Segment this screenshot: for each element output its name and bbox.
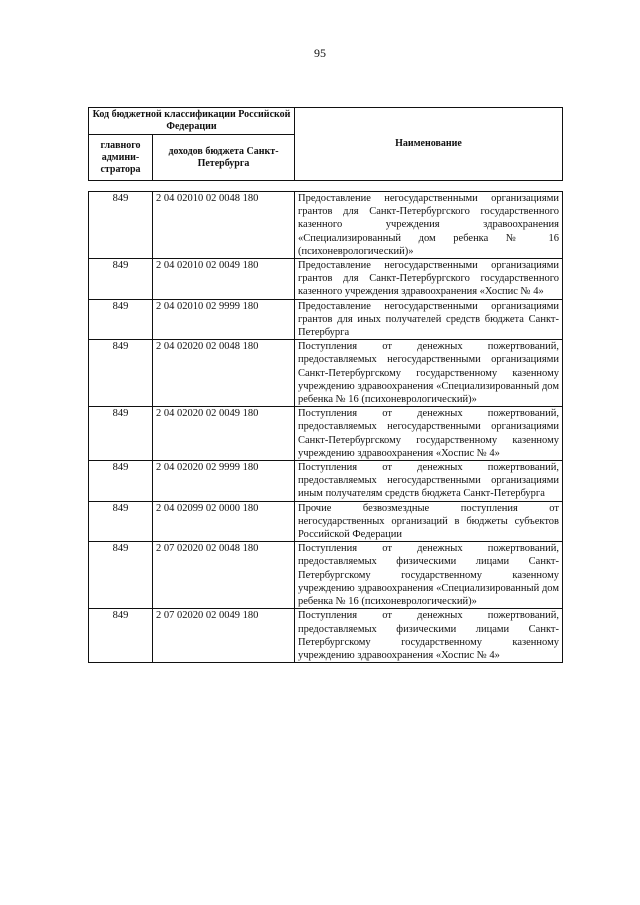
- page-number: 95: [314, 46, 326, 60]
- cell-admin-code: 849: [89, 542, 153, 609]
- table-row: [89, 542, 563, 609]
- cell-income-code: 2 04 02010 02 0049 180: [153, 259, 295, 300]
- table-row: [89, 501, 563, 542]
- table-row: [89, 407, 563, 461]
- table-row: [89, 609, 563, 663]
- cell-name: Поступления от денежных пожертвований, предоставляемых физическими лицами Санкт-Петербургскому государственному казенному учреждению здравоохранения «Специализированный дом ребенка № 16 (психоневрологический)»: [295, 542, 563, 609]
- header-admin: главного админи-стратора: [89, 135, 153, 181]
- table-row: [89, 192, 563, 259]
- cell-income-code: 2 04 02020 02 9999 180: [153, 461, 295, 502]
- cell-admin-code: 849: [89, 609, 153, 663]
- cell-income-code: 2 07 02020 02 0048 180: [153, 542, 295, 609]
- cell-admin-code: 849: [89, 407, 153, 461]
- cell-admin-code: 849: [89, 340, 153, 407]
- cell-name: Предоставление негосударственными организациями грантов для иных получателей средств бюджета Санкт-Петербурга: [295, 299, 563, 340]
- cell-income-code: 2 04 02010 02 0048 180: [153, 192, 295, 259]
- cell-admin-code: 849: [89, 299, 153, 340]
- cell-admin-code: 849: [89, 192, 153, 259]
- cell-name: Предоставление негосударственными организациями грантов для Санкт-Петербургского государственного казенного учреждения здравоохранения «Хоспис № 4»: [295, 259, 563, 300]
- cell-income-code: 2 04 02099 02 0000 180: [153, 501, 295, 542]
- header-gap: [88, 181, 563, 191]
- cell-income-code: 2 04 02020 02 0049 180: [153, 407, 295, 461]
- header-name: Наименование: [295, 108, 563, 181]
- table-row: [89, 461, 563, 502]
- cell-admin-code: 849: [89, 501, 153, 542]
- header-income: доходов бюджета Санкт-Петербурга: [153, 135, 295, 181]
- table-row: [89, 299, 563, 340]
- table-row: [89, 340, 563, 407]
- header-group-title: Код бюджетной классификации Российской Федерации: [89, 108, 295, 135]
- cell-name: Поступления от денежных пожертвований, предоставляемых негосударственными организациями иным получателям средств бюджета Санкт-Петербурга: [295, 461, 563, 502]
- table-row: [89, 259, 563, 300]
- cell-name: Прочие безвозмездные поступления от негосударственных организаций в бюджеты субъектов Российской Федерации: [295, 501, 563, 542]
- cell-admin-code: 849: [89, 259, 153, 300]
- table-body: [88, 191, 563, 663]
- cell-admin-code: 849: [89, 461, 153, 502]
- table-header: [88, 107, 563, 181]
- cell-name: Поступления от денежных пожертвований, предоставляемых физическими лицами Санкт-Петербургскому государственному казенному учреждению здравоохранения «Хоспис № 4»: [295, 609, 563, 663]
- cell-income-code: 2 04 02010 02 9999 180: [153, 299, 295, 340]
- cell-name: Предоставление негосударственными организациями грантов для Санкт-Петербургского государственного казенного учреждения здравоохранения «Специализированный дом ребенка № 16 (психоневрологический)»: [295, 192, 563, 259]
- cell-income-code: 2 04 02020 02 0048 180: [153, 340, 295, 407]
- cell-name: Поступления от денежных пожертвований, предоставляемых негосударственными организациями Санкт-Петербургскому государственному казенному учреждению здравоохранения «Хоспис № 4»: [295, 407, 563, 461]
- cell-income-code: 2 07 02020 02 0049 180: [153, 609, 295, 663]
- cell-name: Поступления от денежных пожертвований, предоставляемых негосударственными организациями Санкт-Петербургскому государственному казенному учреждению здравоохранения «Специализированный дом ребенка № 16 (психоневрологический)»: [295, 340, 563, 407]
